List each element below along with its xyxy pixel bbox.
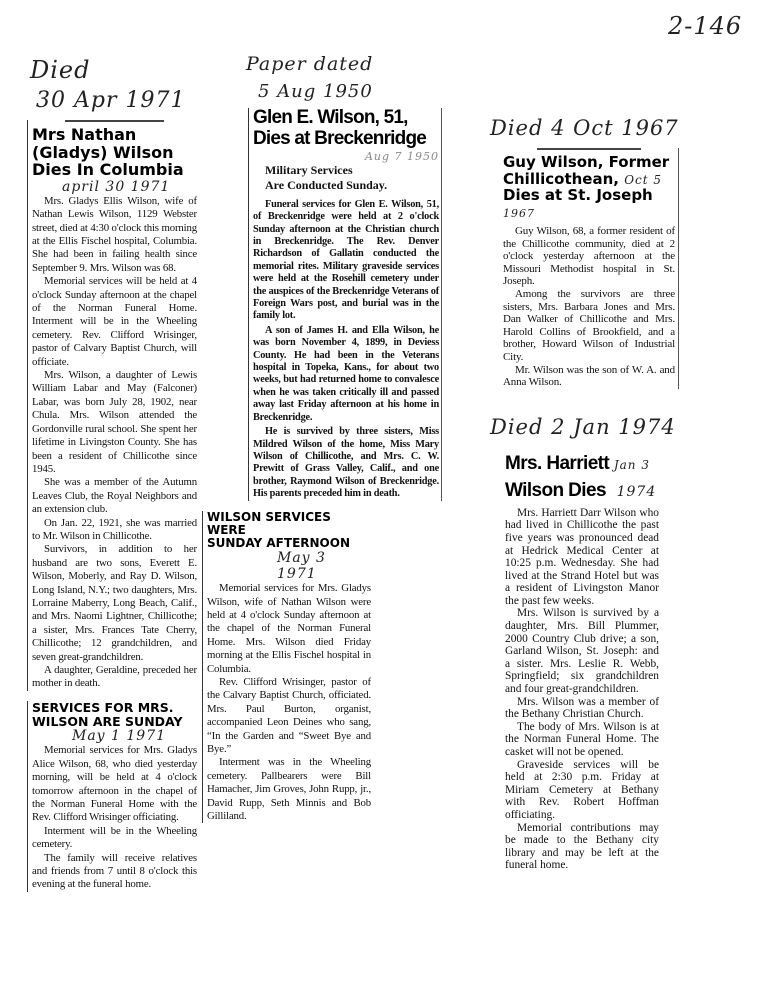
middle-column — [207, 107, 442, 823]
headline-line: WILSON ARE SUNDAY — [32, 713, 183, 729]
handwritten-date: Oct 5 — [624, 172, 663, 187]
page-number: 2-146 — [668, 12, 743, 40]
paragraph: Mrs. Gladys Ellis Wilson, wife of Nathan Lewis Wilson, 1129 Webster street, died at 4:30 o'clock this morning at the Ellis Fischel hospital, Columbia. She had been in failing health since September 9. Mrs. Wilson was 68. — [32, 194, 197, 274]
paragraph: Survivors, in addition to her husband are two sons, Everett E. Wilson, Moberly, and Ray D. Wilson, Long Island, N.Y.; two daughters, Mrs. Lorraine Maberry, Long Beach, Calif., and Mrs. Naomi Lightner, Chillicothe; a sister, Mrs. Frances Tate Cherry, Chillicothe; 12 grandchildren, and seven great-grandchildren. — [32, 543, 197, 663]
headline-line: WILSON SERVICES WERE — [207, 509, 331, 537]
right-column — [490, 114, 690, 872]
headline-line: Dies In Columbia — [32, 160, 184, 180]
headline-line: Mrs. Harriett — [505, 452, 610, 474]
headline-line: Chillicothean, — [503, 169, 619, 188]
headline-line: SERVICES FOR MRS. — [32, 699, 174, 715]
headline-line: Mrs Nathan — [32, 125, 137, 144]
paragraph: Graveside services will be held at 2:30 p.m. Friday at Miriam Cemetery at Bethany with Rev. Robert Hoffman officiating. — [505, 758, 659, 821]
paragraph: Funeral services for Glen E. Wilson, 51, of Breckenridge were held at 2 o'clock Sunday afternoon at the Christian church in Breckenridge. The Rev. Denver Richardson of Gallatin conducted the memorial rites. Military graveside services were held at the Rosehill cemetery under the auspices of the Breckenridge Veterans of Foreign Wars post, and burial was in the family lot. — [253, 198, 439, 322]
handwritten-date: Aug 7 1950 — [364, 149, 439, 163]
subheadline-line: Are Conducted Sunday. — [265, 177, 388, 192]
paragraph: Mrs. Wilson was a member of the Bethany Christian Church. — [505, 695, 659, 721]
paragraph: Mrs. Wilson is survived by a daughter, Mrs. Bill Plummer, 2000 Country Club drive; a son, Garland Wilson, St. Joseph: and a sister. Mrs. Leslie R. Webb, Springfield; six grandchildren and four great-grandchildren. — [505, 607, 659, 696]
paragraph: Mrs. Harriett Darr Wilson who had lived in Chillicothe the past five years was pronounced dead at Hedrick Medical Center at 10:25 p.m. Wednesday. She had lived at the Strand Hotel but was a resident of Livingston Manor the past few weeks. — [505, 506, 659, 607]
headline-line: SUNDAY AFTERNOON — [207, 535, 350, 550]
paragraph: Memorial services will be held at 4 o'clock Sunday afternoon at the chapel of the Norman Funeral Home. Interment will be in the Wheeling cemetery. Rev. Clifford Wrisinger, pastor of Calvary Baptist Church, will officiate. — [32, 275, 197, 368]
paragraph: Interment will be in the Wheeling cemetery. — [32, 824, 197, 851]
handwritten-date: May 3 1971 — [277, 550, 326, 583]
paragraph: The family will receive relatives and friends from 7 until 8 o'clock this evening at the funeral home. — [32, 851, 197, 891]
handwritten-note: Paper dated — [246, 53, 374, 75]
glen-obituary-clipping — [248, 108, 442, 501]
handwritten-date: april 30 1971 — [62, 178, 171, 195]
paragraph: A son of James H. and Ella Wilson, he was born November 4, 1899, in Deviess County. He had been in the Veterans hospital in Topeka, Kans., for about two weeks, but had returned home to convalesce when he was taken critically ill and passed away last Friday afternoon at his home in Breckenridge. — [253, 324, 439, 423]
handwritten-date: 1974 — [616, 483, 657, 500]
paragraph: Guy Wilson, 68, a former resident of the Chillicothe community, died at 2 o'clock yesterday afternoon at the Missouri Methodist hospital in St. Joseph. — [503, 225, 675, 288]
guy-obituary-clipping — [503, 148, 679, 389]
paragraph: He is survived by three sisters, Miss Mildred Wilson of the home, Miss Mary Wilson of Chillicothe, and Mrs. C. W. Prewitt of Grass Valley, Calif., and one brother, Raymond Wilson of Breckenridge. His parents preceded him in death. — [253, 426, 439, 500]
paragraph: On Jan. 22, 1921, she was married to Mr. Wilson in Chillicothe. — [32, 516, 197, 542]
subheadline-line: Military Services — [265, 162, 353, 177]
headline-line: Dies at St. Joseph — [503, 186, 653, 204]
handwritten-note: Died 4 Oct 1967 — [490, 116, 679, 140]
services-sunday-clipping — [27, 701, 197, 892]
paragraph: Mrs. Wilson, a daughter of Lewis William Labar and May (Falconer) Labar, was born July 28, 1902, near Chula. Mrs. Wilson attended the Gordonville rural school. She spent her lifetime in Livingston County. She has been a resident of Chillicothe since 1945. — [32, 369, 197, 475]
handwritten-date: Jan 3 — [613, 457, 650, 472]
handwritten-note: 5 Aug 1950 — [258, 81, 373, 102]
handwritten-note: 30 Apr 1971 — [36, 88, 186, 113]
paragraph: Among the survivors are three sisters, Mrs. Barbara Jones and Mrs. Dan Walker of Chillicothe and Mrs. Harold Collins of Brookfield, and a brother, Howard Wilson of Industrial City. — [503, 287, 675, 363]
paragraph: Memorial services for Mrs. Gladys Wilson, wife of Nathan Wilson were held at 4 o'clock Sunday afternoon at the chapel of the Norman Funeral Home. Mrs. Wilson died Friday morning at the Ellis Fischel hospital in Columbia. — [207, 582, 371, 675]
headline-line: Glen E. Wilson, 51, — [253, 107, 408, 128]
paragraph: A daughter, Geraldine, preceded her mother in death. — [32, 664, 197, 690]
headline-line: (Gladys) Wilson — [32, 142, 174, 162]
handwritten-note: Died 2 Jan 1974 — [490, 414, 676, 439]
headline-line: Dies at Breckenridge — [253, 127, 427, 149]
paragraph: The body of Mrs. Wilson is at the Norman Funeral Home. The casket will not be opened. — [505, 720, 659, 758]
headline-line: Guy Wilson, Former — [503, 153, 670, 171]
harriett-obituary-clipping — [505, 451, 659, 872]
paragraph: Memorial contributions may be made to the Bethany city library and may be left at the funeral home. — [505, 821, 659, 872]
gladys-obituary-clipping — [27, 120, 197, 691]
handwritten-note: Died — [30, 56, 91, 84]
paragraph: Mr. Wilson was the son of W. A. and Anna Wilson. — [503, 363, 675, 389]
paragraph: She was a member of the Autumn Leaves Club, the Royal Neighbors and an extension club. — [32, 476, 197, 516]
paragraph: Interment was in the Wheeling cemetery. Pallbearers were Bill Hamacher, Jim Groves, John Rupp, jr., David Rupp, Seth Minnis and Bob Gilliland. — [207, 756, 371, 822]
handwritten-date: 1967 — [503, 206, 535, 220]
services-were-sunday-clipping — [202, 511, 371, 824]
paragraph: Rev. Clifford Wrisinger, pastor of the Calvary Baptist Church, officiated. Mrs. Paul Burton, organist, accompanied Leon Deines who sang, “In the Garden and “Sweet Bye and Bye.” — [207, 675, 371, 755]
headline-line: Wilson Dies — [505, 479, 606, 501]
handwritten-date: May 1 1971 — [72, 728, 167, 745]
paragraph: Memorial services for Mrs. Gladys Alice Wilson, 68, who died yesterday morning, will be held at 4 o'clock tomorrow afternoon in the chapel of the Norman Funeral Home with the Rev. Clifford Wrisinger officiating. — [32, 744, 197, 824]
left-column — [27, 120, 197, 892]
